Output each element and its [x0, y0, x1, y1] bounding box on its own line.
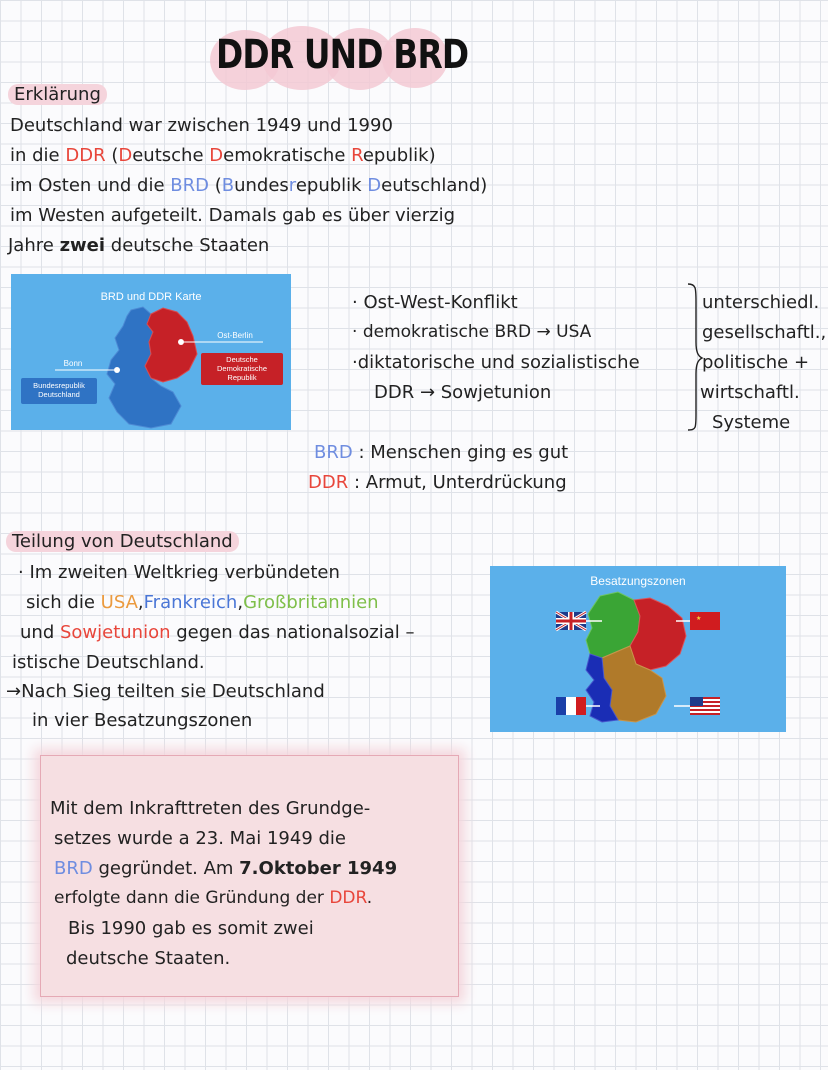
zones-map-svg	[490, 566, 786, 732]
page-title: DDR UND BRD	[216, 32, 469, 78]
bonn-label: Bonn	[63, 359, 83, 368]
teilung-line-2: sich die USA,Frankreich,Großbritannien	[26, 592, 379, 613]
ddr-label-text: Deutsche Demokratische Republik	[216, 355, 268, 382]
france-flag-icon	[556, 697, 586, 715]
section-heading-erklaerung: Erklärung	[8, 84, 107, 105]
teilung-line-5: →Nach Sieg teilten sie Deutschland	[6, 681, 325, 702]
bonn-marker	[114, 367, 120, 373]
brace-line-3: politische +	[702, 352, 810, 373]
system-item-1: · Ost-West-Konflikt	[352, 292, 518, 313]
ost-berlin-marker	[178, 339, 184, 345]
teilung-line-1: · Im zweiten Weltkrieg verbündeten	[18, 562, 340, 583]
box-line-4: erfolgte dann die Gründung der DDR.	[54, 888, 373, 908]
system-item-4: DDR → Sowjetunion	[374, 382, 552, 403]
svg-text:★: ★	[696, 615, 702, 622]
brd-ddr-map	[11, 274, 291, 430]
teilung-line-3: und Sowjetunion gegen das nationalsozial –	[20, 622, 415, 643]
east-germany-shape	[145, 308, 197, 382]
germany-map-svg	[11, 274, 291, 430]
map1-title: BRD und DDR Karte	[100, 291, 202, 303]
box-line-3: BRD gegründet. Am 7.Oktober 1949	[54, 858, 398, 879]
box-line-2: setzes wurde a 23. Mai 1949 die	[54, 828, 347, 849]
besatzungszonen-map	[490, 566, 786, 732]
usa-flag-icon	[690, 697, 720, 715]
compare-brd: BRD : Menschen ging es gut	[314, 442, 569, 463]
brace-line-5: Systeme	[712, 412, 791, 433]
soviet-zone	[630, 598, 686, 670]
erklaerung-line-1: Deutschland war zwischen 1949 und 1990	[10, 115, 393, 136]
brace-line-2: gesellschaftl.,	[702, 322, 827, 343]
brace-line-4: wirtschaftl.	[700, 382, 800, 403]
box-line-6: deutsche Staaten.	[66, 948, 231, 969]
uk-flag-icon	[556, 612, 586, 630]
erklaerung-line-5: Jahre zwei deutsche Staaten	[8, 235, 270, 256]
teilung-line-6: in vier Besatzungszonen	[32, 710, 253, 731]
curly-brace	[684, 282, 704, 432]
erklaerung-line-3: im Osten und die BRD (Bundesrepublik Deutschland)	[10, 175, 488, 196]
box-line-1: Mit dem Inkrafttreten des Grundge-	[50, 798, 371, 819]
section-heading-teilung: Teilung von Deutschland	[6, 531, 239, 552]
map2-title: Besatzungszonen	[590, 574, 686, 588]
system-item-3: ·diktatorische und sozialistische	[352, 352, 640, 373]
brd-label-text: Bundesrepublik Deutschland	[33, 381, 85, 399]
box-line-5: Bis 1990 gab es somit zwei	[68, 918, 314, 939]
erklaerung-line-4: im Westen aufgeteilt. Damals gab es über vierzig	[10, 205, 455, 226]
system-item-2: · demokratische BRD → USA	[352, 322, 592, 342]
teilung-line-4: istische Deutschland.	[12, 652, 205, 673]
erklaerung-line-2: in die DDR (Deutsche Demokratische Republik)	[10, 145, 436, 166]
ost-berlin-label: Ost-Berlin	[217, 331, 253, 340]
compare-ddr: DDR : Armut, Unterdrückung	[308, 472, 567, 493]
ussr-flag-icon	[690, 612, 720, 630]
brace-line-1: unterschiedl.	[702, 292, 820, 313]
